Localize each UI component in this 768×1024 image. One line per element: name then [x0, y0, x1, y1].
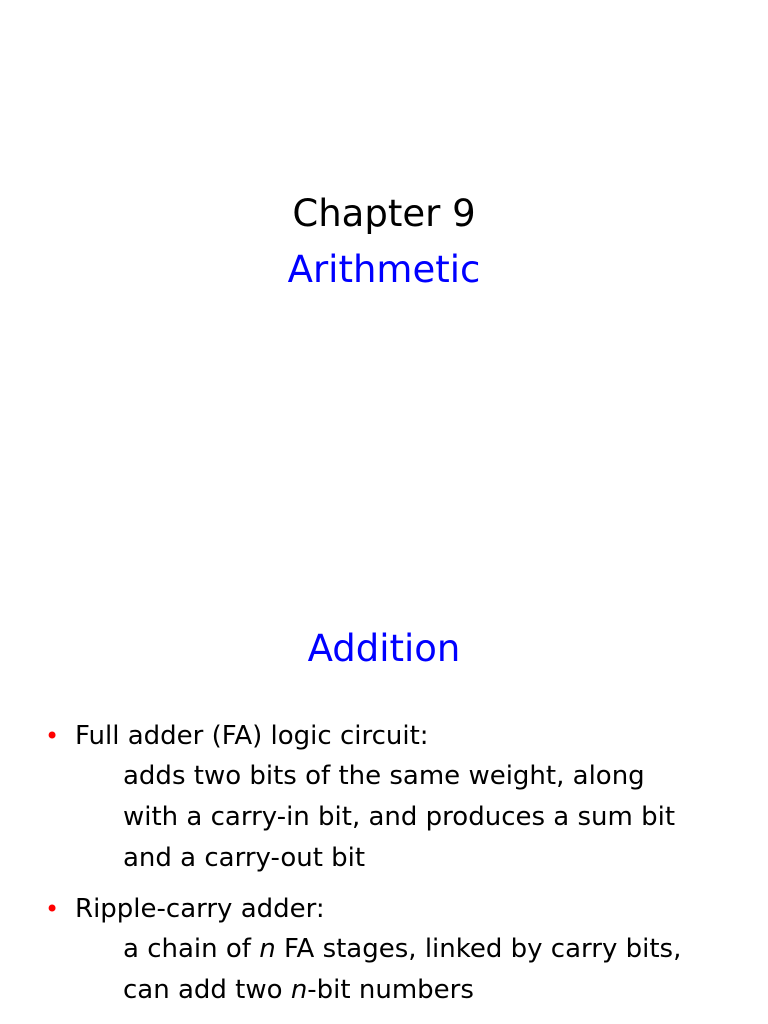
chapter-subtitle: Arithmetic [287, 248, 481, 291]
bullet-marker: • [45, 722, 60, 750]
variable-n: n [259, 934, 276, 964]
addition-slide [0, 580, 768, 1024]
detail-line: with a carry-in bit, and produces a sum bit [123, 802, 676, 832]
bullet-detail [75, 756, 723, 879]
bullet-heading: Full adder (FA) logic circuit: [75, 721, 429, 751]
detail-line: adds two bits of the same weight, along [123, 761, 645, 791]
detail-text: a chain of [123, 934, 260, 964]
bullet-marker: • [45, 895, 60, 923]
bullet-detail [75, 929, 723, 1011]
bullet-heading: Ripple-carry adder: [75, 894, 325, 924]
detail-text: -bit numbers [307, 975, 474, 1005]
bullet-item-full-adder [40, 716, 740, 879]
chapter-title: Chapter 9 [292, 192, 476, 235]
detail-line [123, 929, 723, 970]
bullet-item-ripple-carry [40, 889, 740, 1011]
variable-n: n [290, 975, 308, 1005]
section-title: Addition [307, 627, 461, 670]
detail-text: FA stages, linked by carry bits, [275, 934, 682, 964]
detail-text: can add two [123, 975, 291, 1005]
detail-line [123, 970, 723, 1011]
detail-line: and a carry-out bit [123, 843, 366, 873]
bullet-list [40, 716, 740, 1021]
